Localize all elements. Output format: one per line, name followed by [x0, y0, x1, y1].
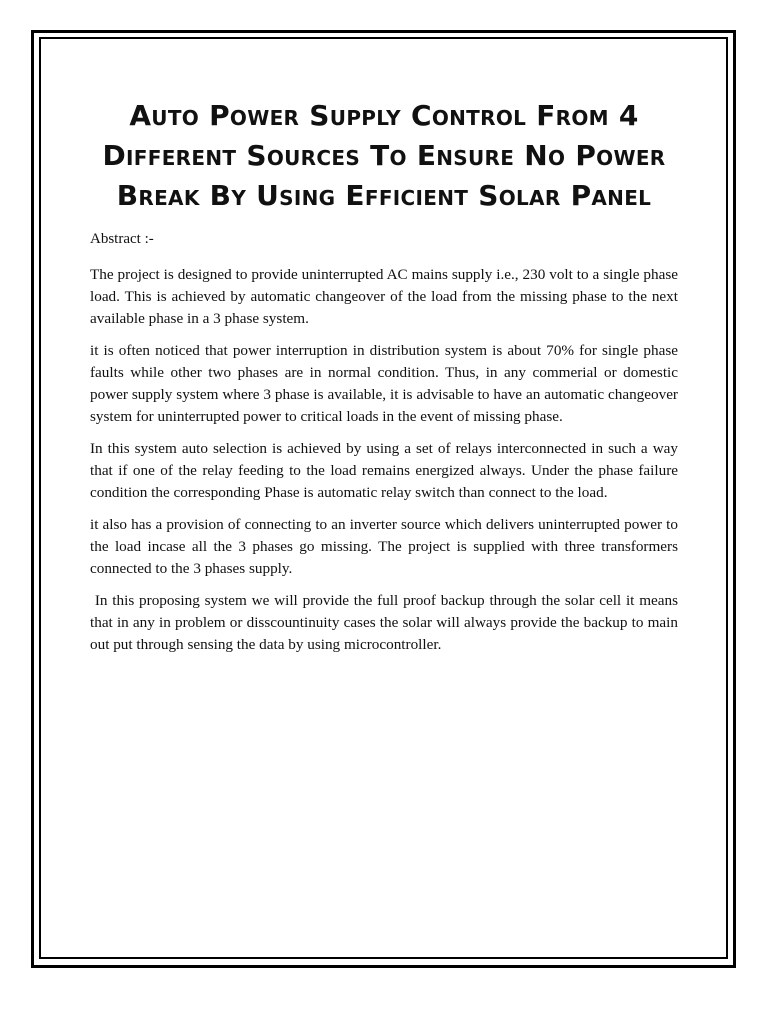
abstract-paragraph-2: it is often noticed that power interruption in distribution system is about 70% for single phase faults while other two phases are in normal condition. Thus, in any commerial or domestic power supply system where 3 phase is available, it is advisable to have an automatic changeover system for uninterrupted power to critical loads in the event of missing phase. — [90, 342, 678, 425]
abstract-label: Abstract :- — [90, 231, 154, 247]
abstract-paragraph-5: In this proposing system we will provide the full proof backup through the solar cell it means that in any in problem or disscountinuity cases the solar will always provide the backup to main out put through sensing the data by using microcontroller. — [90, 592, 682, 653]
abstract-paragraph-1: The project is designed to provide uninterrupted AC mains supply i.e., 230 volt to a single phase load. This is achieved by automatic changeover of the load from the missing phase to the next available phase in a 3 phase system. — [90, 266, 678, 327]
abstract-paragraph-4: it also has a provision of connecting to an inverter source which delivers uninterrupted power to the load incase all the 3 phases go missing. The project is supplied with three transformers connected to the 3 phases supply. — [90, 516, 678, 577]
document-title: Auto Power Supply Control From 4 Different Sources To Ensure No Power Break By Using Efficient Solar Panel — [102, 99, 666, 212]
document-body — [90, 96, 682, 666]
abstract-paragraph-3: In this system auto selection is achieved by using a set of relays interconnected in such a way that if one of the relay feeding to the load remains energized always. Under the phase failure condition the corresponding Phase is automatic relay switch than connect to the load. — [90, 440, 678, 501]
